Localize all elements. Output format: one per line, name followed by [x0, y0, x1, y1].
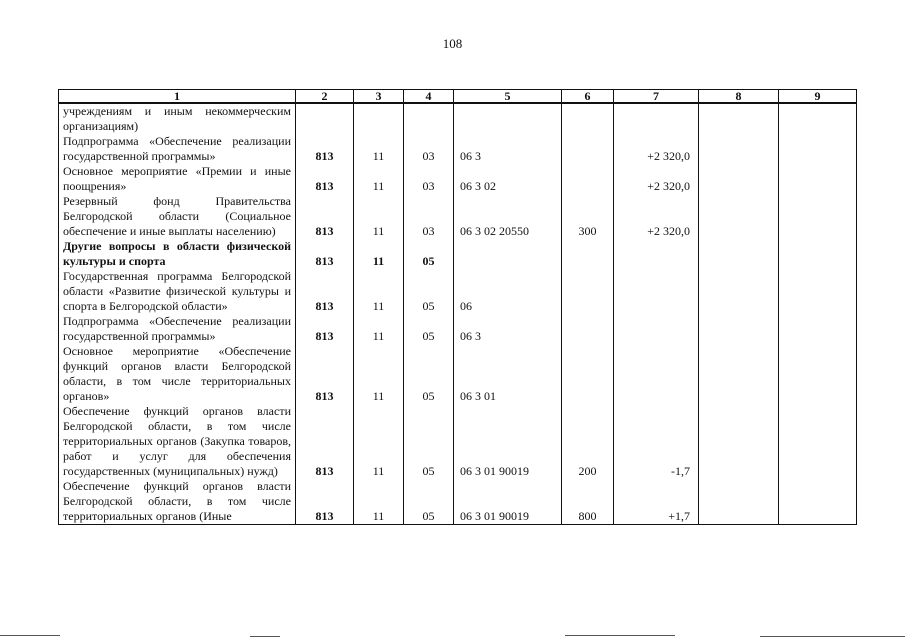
row-cell-c7: +2 320,0 [614, 134, 699, 164]
table-header-row [59, 90, 857, 104]
row-cell-c7 [614, 239, 699, 269]
table-body [59, 103, 857, 525]
column-header-3: 3 [354, 90, 404, 104]
scan-line [250, 636, 280, 637]
row-cell-c6 [562, 344, 614, 404]
row-cell-c8 [699, 314, 779, 344]
row-cell-c9 [779, 479, 857, 525]
scan-line [0, 635, 60, 636]
row-cell-c6: 800 [562, 479, 614, 525]
row-cell-c2: 813 [296, 314, 354, 344]
row-cell-c6 [562, 239, 614, 269]
row-cell-c9 [779, 194, 857, 239]
row-cell-c9 [779, 134, 857, 164]
row-cell-c8 [699, 103, 779, 134]
row-cell-c5: 06 3 [454, 314, 562, 344]
row-cell-c5 [454, 239, 562, 269]
row-cell-c5: 06 3 01 90019 [454, 479, 562, 525]
row-cell-c8 [699, 479, 779, 525]
row-cell-c4: 05 [404, 239, 454, 269]
row-name-cell: Основное мероприятие «Премии и иные поощрения» [59, 164, 296, 194]
row-name-cell: Обеспечение функций органов власти Белгородской области, в том числе территориальных органов (Иные [59, 479, 296, 525]
table-row [59, 314, 857, 344]
row-cell-c4: 05 [404, 314, 454, 344]
row-cell-c2: 813 [296, 269, 354, 314]
row-cell-c5: 06 3 02 20550 [454, 194, 562, 239]
table-row [59, 164, 857, 194]
scan-line [760, 636, 905, 637]
row-cell-c9 [779, 404, 857, 479]
row-cell-c5: 06 3 01 [454, 344, 562, 404]
row-name-cell: Основное мероприятие «Обеспечение функций органов власти Белгородской области, в том числе территориальных органов» [59, 344, 296, 404]
table-row [59, 194, 857, 239]
row-cell-c2: 813 [296, 404, 354, 479]
row-cell-c6: 300 [562, 194, 614, 239]
column-header-7: 7 [614, 90, 699, 104]
table-row [59, 344, 857, 404]
table-row [59, 134, 857, 164]
row-cell-c7 [614, 103, 699, 134]
row-name-cell: учреждениям и иным некоммерческим организациям) [59, 103, 296, 134]
row-cell-c3: 11 [354, 404, 404, 479]
row-cell-c6 [562, 103, 614, 134]
table-row [59, 103, 857, 134]
row-cell-c3: 11 [354, 344, 404, 404]
scan-line [565, 635, 675, 636]
row-name-cell: Подпрограмма «Обеспечение реализации государственной программы» [59, 134, 296, 164]
row-cell-c6 [562, 269, 614, 314]
row-cell-c4: 03 [404, 194, 454, 239]
row-cell-c8 [699, 404, 779, 479]
row-cell-c7 [614, 314, 699, 344]
row-cell-c3: 11 [354, 164, 404, 194]
row-cell-c7: -1,7 [614, 404, 699, 479]
row-cell-c8 [699, 164, 779, 194]
table-row [59, 239, 857, 269]
row-cell-c4: 05 [404, 404, 454, 479]
row-name-cell: Резервный фонд Правительства Белгородской области (Социальное обеспечение и иные выплаты населению) [59, 194, 296, 239]
row-cell-c7: +2 320,0 [614, 164, 699, 194]
row-cell-c8 [699, 134, 779, 164]
row-cell-c5: 06 3 [454, 134, 562, 164]
row-cell-c7: +2 320,0 [614, 194, 699, 239]
row-cell-c3 [354, 103, 404, 134]
row-cell-c9 [779, 239, 857, 269]
page-number: 108 [442, 36, 463, 51]
row-cell-c2: 813 [296, 344, 354, 404]
column-header-6: 6 [562, 90, 614, 104]
row-cell-c3: 11 [354, 239, 404, 269]
row-cell-c5: 06 [454, 269, 562, 314]
row-cell-c2: 813 [296, 194, 354, 239]
column-header-9: 9 [779, 90, 857, 104]
column-header-5: 5 [454, 90, 562, 104]
row-cell-c6 [562, 134, 614, 164]
row-cell-c2: 813 [296, 239, 354, 269]
table-row [59, 479, 857, 525]
row-cell-c4: 05 [404, 344, 454, 404]
row-cell-c3: 11 [354, 479, 404, 525]
row-name-cell: Государственная программа Белгородской области «Развитие физической культуры и спорта в Белгородской области» [59, 269, 296, 314]
row-cell-c8 [699, 269, 779, 314]
row-cell-c8 [699, 194, 779, 239]
row-cell-c4: 05 [404, 269, 454, 314]
row-cell-c4: 03 [404, 134, 454, 164]
row-cell-c7 [614, 344, 699, 404]
row-cell-c4: 05 [404, 479, 454, 525]
row-cell-c2: 813 [296, 479, 354, 525]
column-header-2: 2 [296, 90, 354, 104]
row-cell-c9 [779, 103, 857, 134]
row-cell-c7: +1,7 [614, 479, 699, 525]
row-name-cell: Другие вопросы в области физической культуры и спорта [59, 239, 296, 269]
row-name-cell: Подпрограмма «Обеспечение реализации государственной программы» [59, 314, 296, 344]
row-cell-c8 [699, 239, 779, 269]
row-cell-c3: 11 [354, 269, 404, 314]
column-header-1: 1 [59, 90, 296, 104]
row-cell-c2: 813 [296, 134, 354, 164]
row-cell-c9 [779, 164, 857, 194]
row-cell-c6 [562, 314, 614, 344]
row-cell-c2 [296, 103, 354, 134]
row-cell-c9 [779, 344, 857, 404]
row-cell-c4 [404, 103, 454, 134]
row-cell-c5: 06 3 01 90019 [454, 404, 562, 479]
row-cell-c8 [699, 344, 779, 404]
row-cell-c4: 03 [404, 164, 454, 194]
row-cell-c7 [614, 269, 699, 314]
row-cell-c5 [454, 103, 562, 134]
row-cell-c5: 06 3 02 [454, 164, 562, 194]
budget-table [58, 89, 857, 525]
row-cell-c2: 813 [296, 164, 354, 194]
column-header-8: 8 [699, 90, 779, 104]
row-name-cell: Обеспечение функций органов власти Белгородской области, в том числе территориальных органов (Закупка товаров, работ и услуг для обеспечения государственных (муниципальных) нужд) [59, 404, 296, 479]
table-row [59, 269, 857, 314]
row-cell-c3: 11 [354, 314, 404, 344]
row-cell-c6 [562, 164, 614, 194]
table-row [59, 404, 857, 479]
row-cell-c6: 200 [562, 404, 614, 479]
column-header-4: 4 [404, 90, 454, 104]
row-cell-c3: 11 [354, 194, 404, 239]
row-cell-c9 [779, 314, 857, 344]
row-cell-c9 [779, 269, 857, 314]
row-cell-c3: 11 [354, 134, 404, 164]
